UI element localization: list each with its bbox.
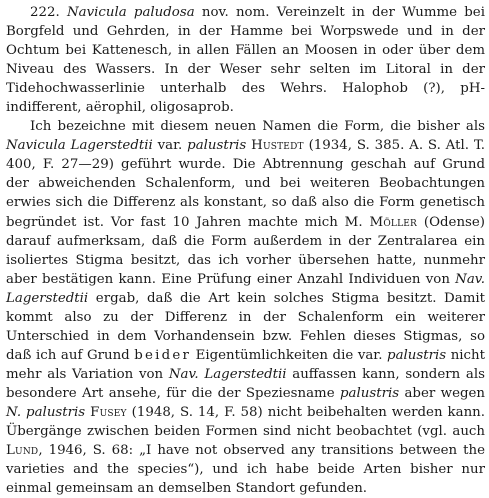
discussion-paragraph [6,117,485,498]
text-segment: , 1946, S. 68: „I have not observed any transitions between the varieties and the species“), und ich habe beide Arten bisher nur einmal gemeinsam an demselben Standort gefunden. [6,443,485,497]
text-segment: ergab, daß die Art kein solches Stigma besitzt. Damit kommt also zu der Differenz in der Schalenform ein weiterer Unterschied in dem Vorhandensein bzw. Fehlen dieses Stigmas, so daß ich auf Grund [6,290,485,363]
text-segment: aber wegen [399,385,486,401]
habitat-description: Vereinzelt in der Wumme bei Borgfeld und Gehrden, in der Hamme bei Worpswede und in der Ochtum bei Kattenesch, in allen Fällen an Moosen in oder über dem Niveau des Wassers. In der Weser sehr selten im Litoral in der Tidehochwasserlinie unterhalb des Wehrs. Halophob (?), pH-indifferent, aërophil, oligosaprob. [6,5,485,116]
species-name: Navicula paludosa [66,5,195,20]
taxon-name: palustris [340,385,400,401]
text-segment: Eigentümlichkeiten die var. [191,347,388,363]
author-name: Möller [369,214,417,230]
species-entry-paragraph [6,3,485,117]
text-segment: Ich bezeichne mit diesem neuen Namen die Form, die bisher als [30,119,485,135]
author-name: Lund [6,443,39,459]
author-name: Hustedt [251,138,304,154]
author-name: Fusey [90,404,127,420]
entry-number: 222. [30,5,60,20]
text-segment: (Odense) darauf aufmerksam, daß die Form außerdem in der Zentralarea ein isoliertes Stigma besitzt, das ich vorher übersehen hatte, nunmehr aber bestätigen kann. Eine Prüfung einer Anzahl Individuen von [6,214,486,287]
text-segment: var. [152,138,188,154]
taxon-name: Nav. Lagerstedtii [6,271,485,306]
text-segment: nicht mehr als Variation von [6,347,485,382]
taxon-name: Navicula Lagerstedtii [6,138,153,154]
spaced-emphasis: beider [134,347,192,363]
text-segment: auffassen kann, sondern als besondere Art ansehe, für die der Speziesname [6,366,485,401]
taxon-name: N. palustris [6,404,86,420]
text-segment: (1934, S. 385. A. S. Atl. T. 400, F. 27—29) geführt wurde. Die Abtrennung geschah auf Grund der abweichenden Schalenform, und bei weiteren Beobachtungen erwies sich die Differenz als konstant, so daß also die Form genetisch begründet ist. Vor fast 10 Jahren machte mich M. [6,138,486,230]
nomenclature-status: nov. nom. [201,5,270,20]
taxon-name: Nav. Lagerstedtii [168,366,287,382]
taxon-name: palustris [387,347,447,363]
text-segment: (1948, S. 14, F. 58) nicht beibehalten werden kann. Übergänge zwischen beiden Formen sind nicht beobachtet (vgl. auch [6,404,486,440]
taxon-name: palustris [187,138,247,154]
